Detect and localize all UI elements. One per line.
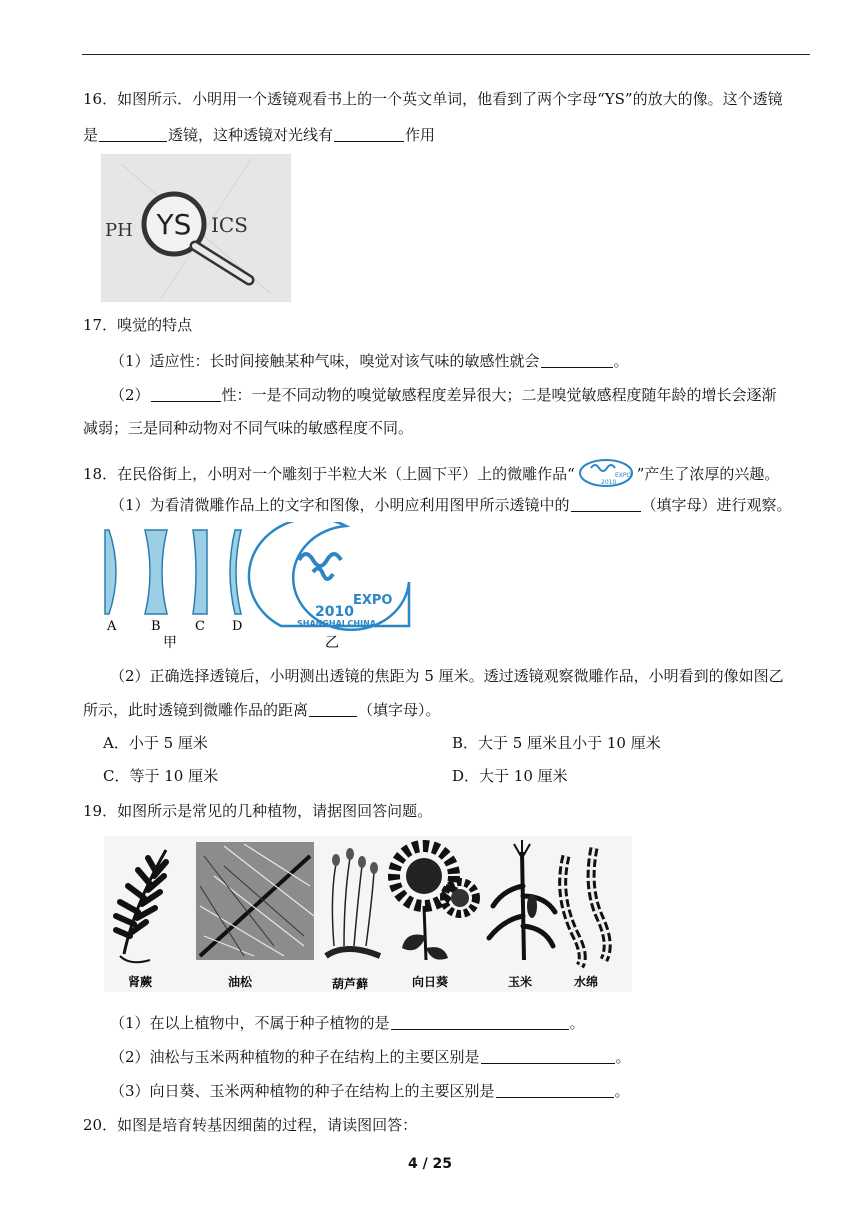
svg-text:2010: 2010 — [600, 479, 617, 486]
lens-a-icon — [105, 530, 116, 614]
q18-item2-line2: 所示，此时透镜到微雕作品的距离 （填字母）。 — [83, 701, 441, 719]
answer-blank[interactable] — [334, 126, 404, 142]
expo-logo-large-icon — [249, 522, 409, 630]
svg-text:SHANGHAI CHINA: SHANGHAI CHINA — [297, 619, 376, 628]
q18-item1: （1）为看清微雕作品上的文字和图像，小明应利用图甲所示透镜中的 （填字母）进行观察。 — [110, 496, 792, 514]
plant-label-fern: 肾蕨 — [128, 975, 153, 989]
q16-line2: 是 透镜，这种透镜对光线有 作用 — [83, 126, 436, 144]
lens-label-d: D — [232, 619, 243, 634]
answer-blank[interactable] — [541, 352, 613, 368]
answer-blank[interactable] — [99, 126, 167, 142]
answer-blank[interactable] — [571, 496, 641, 512]
fig-text-right: ICS — [211, 213, 248, 237]
q17-item2: （2） 性：一是不同动物的嗅觉敏感程度差异很大；二是嗅觉敏感程度随年龄的增长会逐渐 — [110, 386, 777, 404]
q19-item3: （3）向日葵、玉米两种植物的种子在结构上的主要区别是 。 — [110, 1082, 630, 1100]
moss-icon — [326, 848, 380, 956]
svg-text:EXPO: EXPO — [353, 593, 393, 608]
option-d[interactable]: D．大于 10 厘米 — [452, 767, 568, 785]
answer-blank[interactable] — [481, 1048, 615, 1064]
page-number: 4 / 25 — [407, 1156, 453, 1172]
q17-item2-cont: 减弱；三是同种动物对不同气味的敏感程度不同。 — [83, 419, 414, 437]
q17-item1: （1）适应性：长时间接触某种气味，嗅觉对该气味的敏感性就会 。 — [110, 352, 629, 370]
answer-blank[interactable] — [496, 1082, 614, 1098]
option-b[interactable]: B．大于 5 厘米且小于 10 厘米 — [452, 734, 661, 752]
answer-blank[interactable] — [309, 701, 357, 717]
q18-item2-line1: （2）正确选择透镜后，小明测出透镜的焦距为 5 厘米。透过透镜观察微雕作品，小明看到的像如图乙 — [110, 667, 784, 685]
plant-label-sunflower: 向日葵 — [412, 975, 449, 989]
q16-line1: 16．如图所示．小明用一个透镜观看书上的一个英文单词，他看到了两个字母“YS”的放大的像。这个透镜 — [83, 90, 783, 108]
q17-title: 17．嗅觉的特点 — [83, 316, 193, 334]
lens-figure — [101, 522, 411, 650]
q20-title: 20．如图是培育转基因细菌的过程，请读图回答： — [83, 1116, 418, 1134]
plant-label-pine: 油松 — [228, 975, 253, 989]
fig-label-yi: 乙 — [325, 635, 339, 650]
lens-label-b: B — [151, 619, 161, 634]
q19-title: 19．如图所示是常见的几种植物，请据图回答问题。 — [83, 802, 433, 820]
sunflower-icon — [394, 846, 476, 960]
expo-logo-icon — [577, 458, 635, 488]
lens-label-c: C — [195, 619, 205, 634]
lens-b-icon — [145, 530, 167, 614]
plant-label-spirogyra: 水绵 — [574, 975, 599, 989]
q19-item1: （1）在以上植物中，不属于种子植物的是 。 — [110, 1014, 585, 1032]
lens-d-icon — [230, 530, 241, 614]
plants-figure — [104, 836, 632, 992]
plant-label-moss: 葫芦藓 — [332, 977, 369, 991]
answer-blank[interactable] — [391, 1014, 569, 1030]
magnifier-figure — [101, 154, 291, 302]
fern-icon — [116, 850, 166, 962]
fig-text-mid: YS — [156, 208, 192, 241]
option-c[interactable]: C．等于 10 厘米 — [103, 767, 219, 785]
pine-icon — [196, 842, 314, 960]
lens-c-icon — [193, 530, 207, 614]
q18-line1: 18．在民俗街上，小明对一个雕刻于半粒大米（上圆下平）上的微雕作品“ EXPO 2010 ”产生了浓厚的兴趣。 — [83, 458, 779, 488]
svg-text:2010: 2010 — [315, 604, 354, 620]
answer-blank[interactable] — [151, 386, 221, 402]
q19-item2: （2）油松与玉米两种植物的种子在结构上的主要区别是 。 — [110, 1048, 631, 1066]
option-a[interactable]: A．小于 5 厘米 — [103, 734, 208, 752]
fig-label-jia: 甲 — [163, 635, 177, 650]
header-rule — [82, 54, 810, 55]
plant-label-corn: 玉米 — [508, 975, 533, 989]
corn-icon — [489, 840, 555, 960]
spirogyra-icon — [563, 848, 608, 966]
svg-text:EXPO: EXPO — [614, 472, 632, 479]
lens-label-a: A — [107, 619, 117, 634]
fig-text-left: PH — [105, 220, 133, 241]
